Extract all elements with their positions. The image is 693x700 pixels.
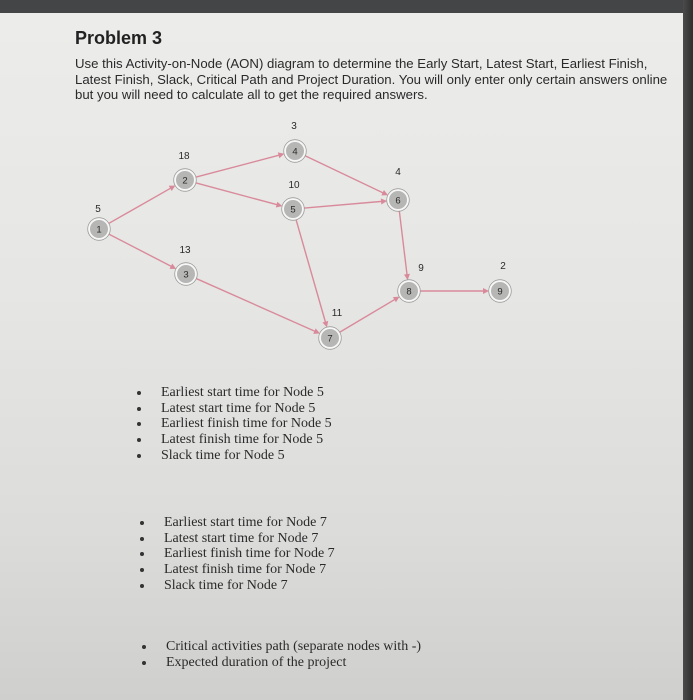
- node-duration-label: 3: [291, 121, 297, 132]
- node-id-label: 8: [406, 286, 412, 298]
- edge-2-4: [195, 155, 280, 177]
- node5-question-list: [137, 385, 332, 463]
- edge-4-6: [304, 155, 384, 193]
- edge-6-8: [399, 210, 407, 275]
- edge-7-8: [339, 299, 396, 333]
- edge-arrowhead: [278, 152, 285, 158]
- problem-title: Problem 3: [75, 28, 163, 48]
- node5-question: Earliest start time for Node 5: [137, 385, 332, 401]
- edge-arrowhead: [483, 288, 489, 294]
- node5-question: Latest start time for Node 5: [137, 401, 332, 417]
- node-7: [319, 308, 343, 349]
- node5-question: Slack time for Node 5: [137, 448, 332, 464]
- edge-2-5: [195, 183, 278, 205]
- node-id-label: 7: [327, 333, 333, 345]
- node-duration-label: 4: [395, 167, 401, 178]
- node5-question: Earliest finish time for Node 5: [137, 416, 332, 432]
- node-duration-label: 13: [179, 245, 191, 256]
- node5-question: Latest finish time for Node 5: [137, 432, 332, 448]
- node-5: [282, 180, 305, 220]
- node7-question-list: [140, 515, 335, 593]
- node-duration-label: 9: [418, 263, 424, 274]
- critical-path-question: Critical activities path (separate nodes with -): [142, 639, 421, 655]
- node-duration-label: 5: [95, 204, 101, 215]
- node-9: [489, 261, 512, 302]
- final-question-list: [142, 639, 421, 670]
- node-id-label: 3: [183, 269, 189, 281]
- node-id-label: 6: [395, 195, 401, 207]
- node-id-label: 2: [182, 175, 188, 187]
- node-1: [88, 204, 111, 240]
- edge-arrowhead: [322, 321, 328, 328]
- problem-description: Use this Activity-on-Node (AON) diagram to determine the Early Start, Latest Start, Earliest Finish, Latest Finish, Slack, Critical Path and Project Duration. You will only enter only certain answers online but you will need to calculate all to get the required answers.: [75, 56, 668, 102]
- edge-arrowhead: [404, 274, 410, 280]
- node-6: [387, 167, 410, 211]
- node7-question: Latest start time for Node 7: [140, 531, 335, 547]
- node7-question: Latest finish time for Node 7: [140, 562, 335, 578]
- node-4: [284, 121, 307, 162]
- node-duration-label: 2: [500, 261, 506, 272]
- edge-5-6: [303, 201, 382, 208]
- node-duration-label: 11: [331, 308, 343, 319]
- node-duration-label: 18: [178, 151, 190, 162]
- edge-arrowhead: [381, 198, 387, 204]
- node7-question: Earliest start time for Node 7: [140, 515, 335, 531]
- node-duration-label: 10: [288, 180, 300, 191]
- problem-sheet: [0, 13, 683, 700]
- node-2: [174, 151, 197, 191]
- node7-question: Slack time for Node 7: [140, 578, 335, 594]
- edge-arrowhead: [276, 202, 283, 208]
- node-3: [175, 245, 198, 285]
- node-8: [398, 263, 425, 302]
- edge-3-7: [195, 278, 315, 331]
- edge-1-3: [108, 234, 172, 267]
- node-id-label: 9: [497, 286, 503, 298]
- node-id-label: 1: [96, 224, 102, 236]
- node-id-label: 4: [292, 146, 298, 158]
- project-duration-question: Expected duration of the project: [142, 655, 421, 671]
- node7-question: Earliest finish time for Node 7: [140, 546, 335, 562]
- node-id-label: 5: [290, 204, 296, 216]
- edge-1-2: [108, 188, 171, 224]
- right-dark-edge: [683, 0, 693, 700]
- top-dark-bar: [0, 0, 693, 13]
- aon-diagram: [0, 13, 683, 700]
- edge-5-7: [296, 219, 326, 323]
